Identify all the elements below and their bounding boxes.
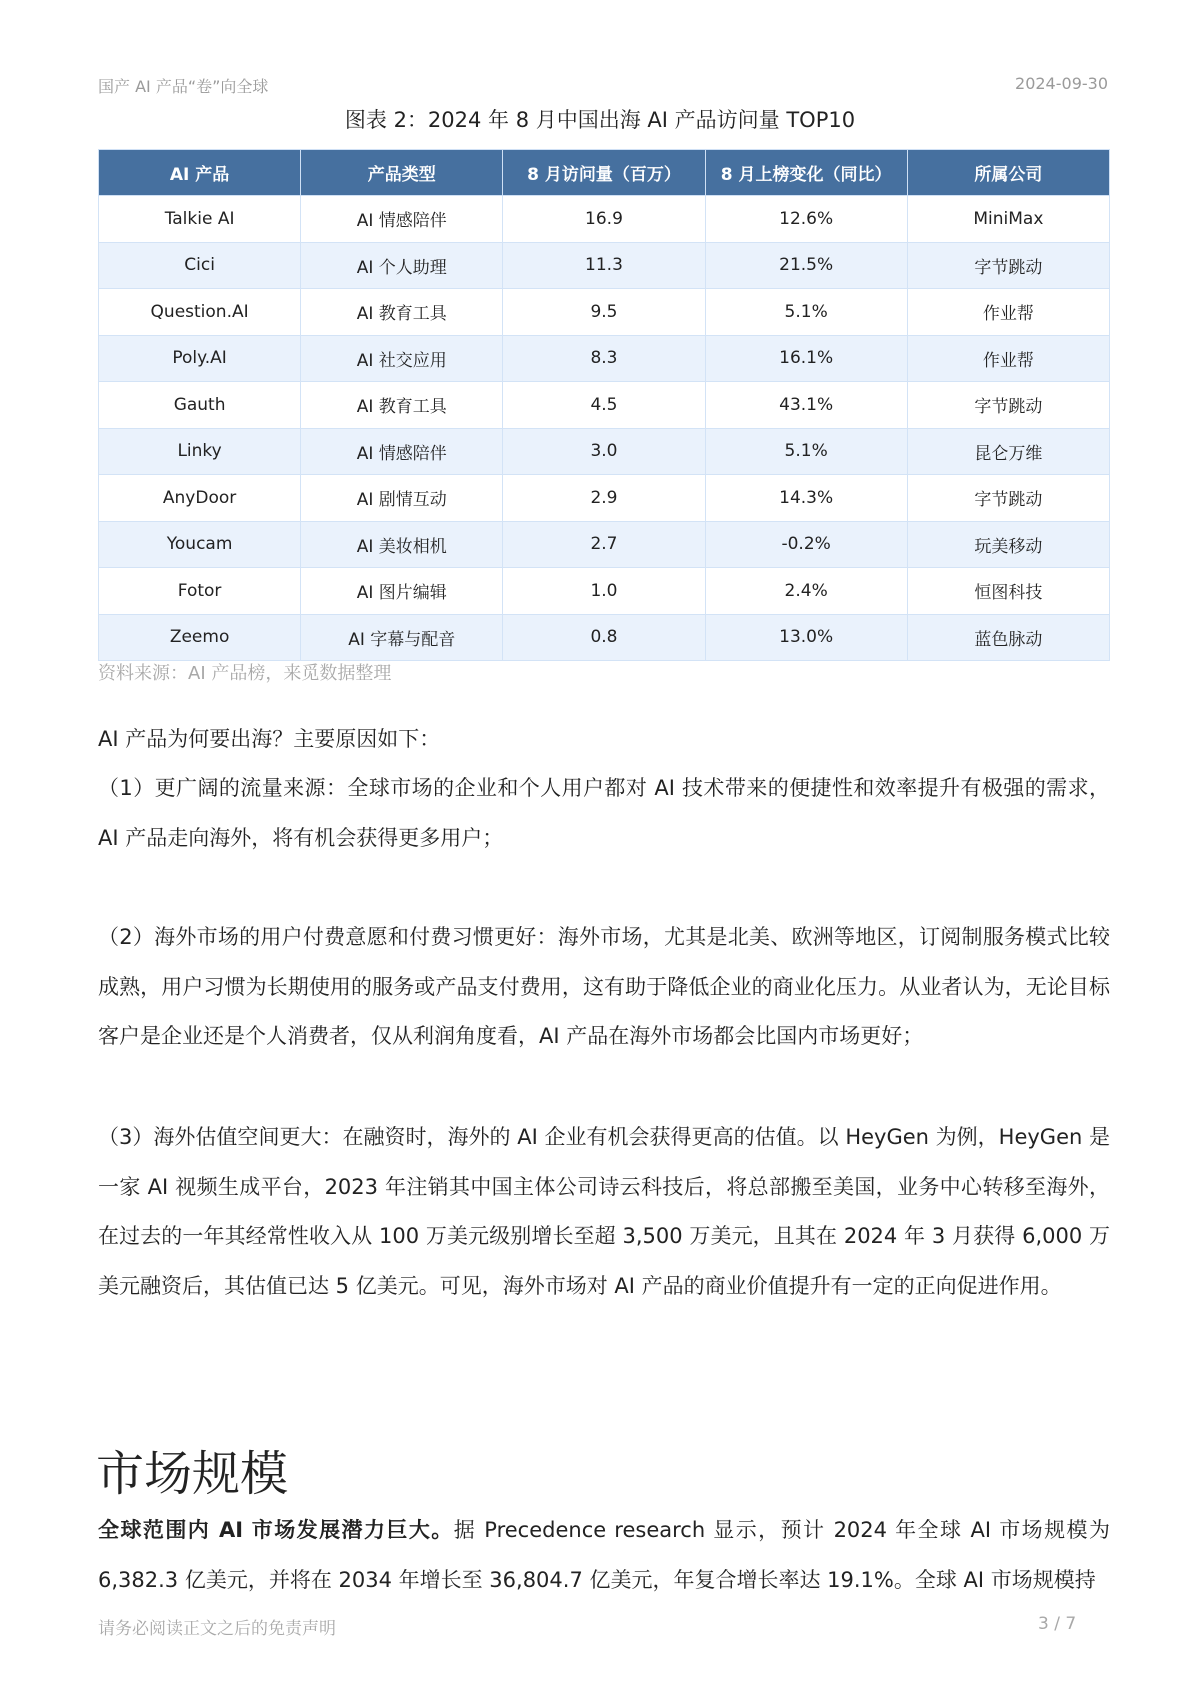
table-cell: AnyDoor [99, 475, 301, 522]
table-cell: 5.1% [705, 289, 907, 336]
reason-paragraph-2: （2）海外市场的用户付费意愿和付费习惯更好：海外市场，尤其是北美、欧洲等地区，订阅制服务模式比较成熟，用户习惯为长期使用的服务或产品支付费用，这有助于降低企业的商业化压力。从业者认为，无论目标客户是企业还是个人消费者，仅从利润角度看，AI 产品在海外市场都会比国内市场更好； [98, 925, 1110, 1049]
table-cell: 字节跳动 [907, 475, 1109, 522]
table-cell: 2.9 [503, 475, 705, 522]
page-number: 3 / 7 [1038, 1614, 1077, 1634]
table-cell: AI 情感陪伴 [301, 428, 503, 475]
table-cell: Fotor [99, 568, 301, 615]
table-cell: AI 美妆相机 [301, 521, 503, 568]
column-header: 产品类型 [301, 150, 503, 196]
column-header: 8 月上榜变化（同比） [705, 150, 907, 196]
column-header: 所属公司 [907, 150, 1109, 196]
table-cell: -0.2% [705, 521, 907, 568]
reason-paragraph-3: （3）海外估值空间更大：在融资时，海外的 AI 企业有机会获得更高的估值。以 HeyGen 为例，HeyGen 是一家 AI 视频生成平台，2023 年注销其中国主体公司诗云科技后，将总部搬至美国，业务中心转移至海外，在过去的一年其经常性收入从 100 万美元级别增长至超 3,500 万美元，且其在 2024 年 3 月获得 6,000 万美元融资后，其估值已达 5 亿美元。可见，海外市场对 AI 产品的商业价值提升有一定的正向促进作用。 [98, 1125, 1110, 1298]
table-cell: AI 教育工具 [301, 382, 503, 429]
table-row [99, 242, 1110, 289]
table-row [99, 196, 1110, 243]
table-cell: Question.AI [99, 289, 301, 336]
table-cell: 9.5 [503, 289, 705, 336]
table-body [99, 196, 1110, 661]
market-lead: 全球范围内 AI 市场发展潜力巨大。 [98, 1518, 454, 1542]
table-row [99, 289, 1110, 336]
column-header: 8 月访问量（百万） [503, 150, 705, 196]
table-cell: 16.9 [503, 196, 705, 243]
table-cell: 14.3% [705, 475, 907, 522]
table-cell: AI 字幕与配音 [301, 614, 503, 661]
table-cell: 4.5 [503, 382, 705, 429]
table-cell: 13.0% [705, 614, 907, 661]
table-cell: 12.6% [705, 196, 907, 243]
table-cell: 字节跳动 [907, 382, 1109, 429]
table-cell: AI 教育工具 [301, 289, 503, 336]
table-cell: 5.1% [705, 428, 907, 475]
table-cell: 0.8 [503, 614, 705, 661]
table-cell: AI 个人助理 [301, 242, 503, 289]
table-cell: 21.5% [705, 242, 907, 289]
table-cell: AI 剧情互动 [301, 475, 503, 522]
table-row [99, 614, 1110, 661]
table-title: 图表 2：2024 年 8 月中国出海 AI 产品访问量 TOP10 [344, 108, 856, 132]
table-cell: 玩美移动 [907, 521, 1109, 568]
table-cell: Talkie AI [99, 196, 301, 243]
table-row [99, 521, 1110, 568]
table-cell: 恒图科技 [907, 568, 1109, 615]
table-cell: 11.3 [503, 242, 705, 289]
table-row [99, 335, 1110, 382]
table-row [99, 568, 1110, 615]
table-cell: 作业帮 [907, 289, 1109, 336]
table-header-row [99, 150, 1110, 196]
table-cell: 16.1% [705, 335, 907, 382]
source-note: 资料来源：AI 产品榜，来觅数据整理 [98, 663, 392, 684]
table-cell: Gauth [99, 382, 301, 429]
header-date: 2024-09-30 [1015, 74, 1108, 93]
table-cell: 1.0 [503, 568, 705, 615]
reason-paragraph-1: （1）更广阔的流量来源：全球市场的企业和个人用户都对 AI 技术带来的便捷性和效率提升有极强的需求，AI 产品走向海外，将有机会获得更多用户； [98, 776, 1110, 850]
table-cell: Linky [99, 428, 301, 475]
table-cell: AI 情感陪伴 [301, 196, 503, 243]
data-table [98, 149, 1110, 661]
table-cell: 3.0 [503, 428, 705, 475]
table-cell: 蓝色脉动 [907, 614, 1109, 661]
table-cell: Youcam [99, 521, 301, 568]
table-cell: MiniMax [907, 196, 1109, 243]
table-cell: AI 社交应用 [301, 335, 503, 382]
intro-paragraph: AI 产品为何要出海？主要原因如下： [98, 727, 441, 751]
table-cell: AI 图片编辑 [301, 568, 503, 615]
table-cell: 昆仑万维 [907, 428, 1109, 475]
table-cell: 字节跳动 [907, 242, 1109, 289]
table-cell: 作业帮 [907, 335, 1109, 382]
header-doc-title: 国产 AI 产品“卷”向全球 [98, 77, 269, 96]
table-row [99, 475, 1110, 522]
table-row [99, 428, 1110, 475]
table-row [99, 382, 1110, 429]
table-cell: Cici [99, 242, 301, 289]
market-paragraph [98, 1506, 1110, 1605]
table-cell: Zeemo [99, 614, 301, 661]
footer-disclaimer: 请务必阅读正文之后的免责声明 [98, 1619, 336, 1639]
section-heading: 市场规模 [96, 1446, 289, 1502]
column-header: AI 产品 [99, 150, 301, 196]
table-cell: 2.4% [705, 568, 907, 615]
table-cell: 8.3 [503, 335, 705, 382]
market-text: 据 Precedence research 显示，预计 2024 年全球 AI 市场规模为 6,382.3 亿美元，并将在 2034 年增长至 36,804.7 亿美元，年复合增长率达 19.1%。全球 AI 市场规模持 [98, 1518, 1110, 1592]
table-cell: 43.1% [705, 382, 907, 429]
table-cell: 2.7 [503, 521, 705, 568]
table-cell: Poly.AI [99, 335, 301, 382]
